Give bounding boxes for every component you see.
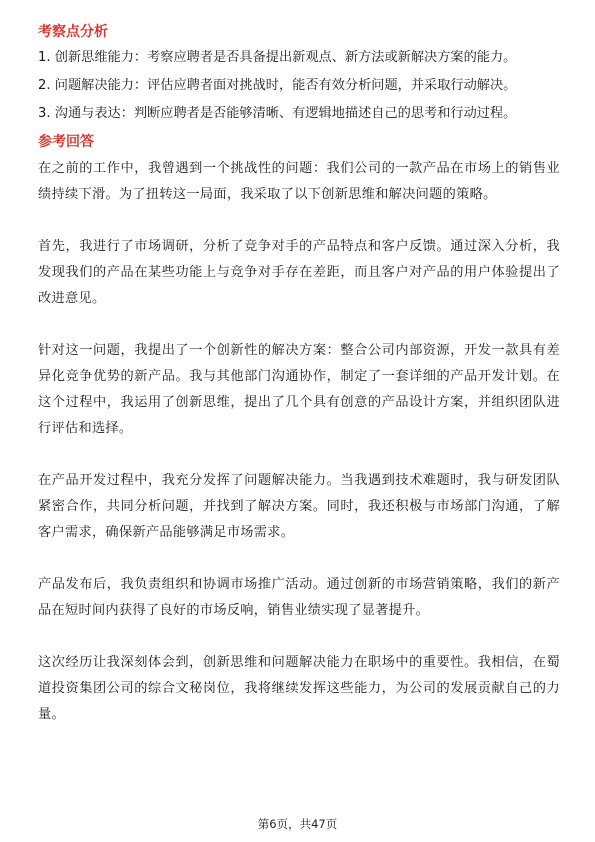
analysis-heading: 考察点分析 xyxy=(38,24,108,40)
analysis-point-3: 3. 沟通与表达：判断应聘者是否能够清晰、有逻辑地描述自己的思考和行动过程。 xyxy=(38,106,517,121)
answer-paragraph-5: 产品发布后，我负责组织和协调市场推广活动。通过创新的市场营销策略，我们的新产品在短时间内获得了良好的市场反响，销售业绩实现了显著提升。 xyxy=(38,577,560,618)
answer-heading: 参考回答 xyxy=(38,134,94,150)
page-content xyxy=(38,22,560,754)
analysis-point-2: 2. 问题解决能力：评估应聘者面对挑战时，能否有效分析问题，并采取行动解决。 xyxy=(38,78,517,93)
answer-paragraph-4: 在产品开发过程中，我充分发挥了问题解决能力。当我遇到技术难题时，我与研发团队紧密合作，共同分析问题，并找到了解决方案。同时，我还积极与市场部门沟通，了解客户需求，确保新产品能够满足市场需求。 xyxy=(38,473,560,540)
analysis-point-1: 1. 创新思维能力：考察应聘者是否具备提出新观点、新方法或新解决方案的能力。 xyxy=(38,50,517,65)
answer-paragraph-1: 在之前的工作中，我曾遇到一个挑战性的问题：我们公司的一款产品在市场上的销售业绩持续下滑。为了扭转这一局面，我采取了以下创新思维和解决问题的策略。 xyxy=(38,161,560,202)
answer-paragraph-3: 针对这一问题，我提出了一个创新性的解决方案：整合公司内部资源，开发一款具有差异化竞争优势的新产品。我与其他部门沟通协作，制定了一套详细的产品开发计划。在这个过程中，我运用了创新思维，提出了几个具有创意的产品设计方案，并组织团队进行评估和选择。 xyxy=(38,343,560,436)
answer-paragraph-2: 首先，我进行了市场调研，分析了竞争对手的产品特点和客户反馈。通过深入分析，我发现我们的产品在某些功能上与竞争对手存在差距，而且客户对产品的用户体验提出了改进意见。 xyxy=(38,239,560,306)
answer-paragraph-6: 这次经历让我深刻体会到，创新思维和问题解决能力在职场中的重要性。我相信，在蜀道投资集团公司的综合文秘岗位，我将继续发挥这些能力，为公司的发展贡献自己的力量。 xyxy=(38,655,560,722)
page-number-footer: 第6页，共47页 xyxy=(257,817,338,831)
